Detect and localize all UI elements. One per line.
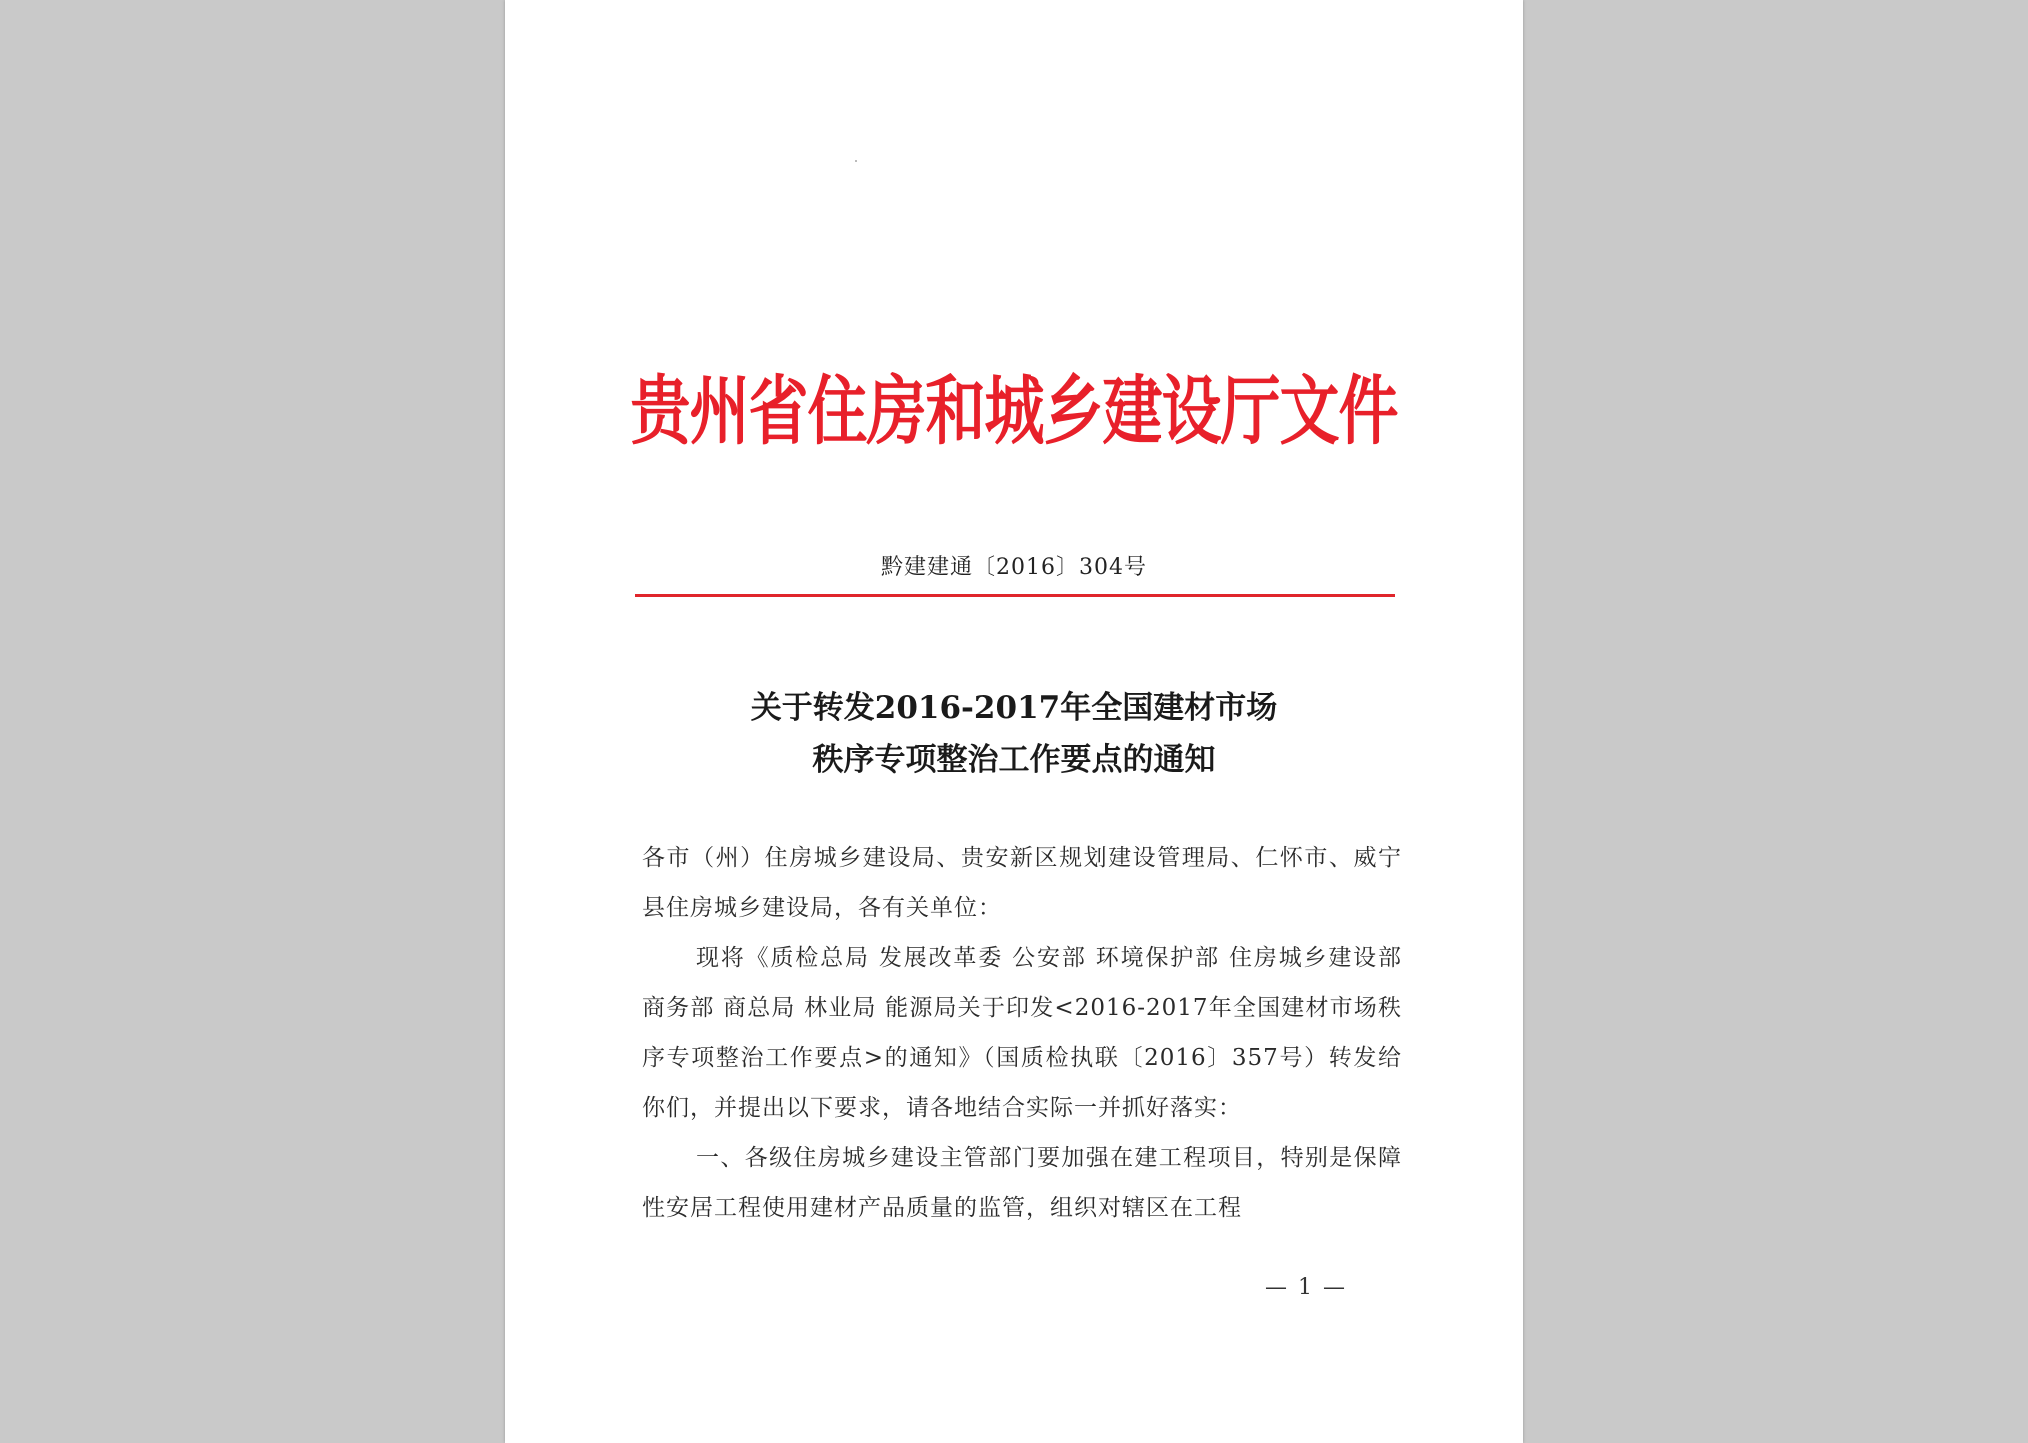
- body-paragraph-1: 现将《质检总局 发展改革委 公安部 环境保护部 住房城乡建设部 商务部 商总局 林业局 能源局关于印发<2016-2017年全国建材市场秩序专项整治工作要点>的通知》（国质检执联〔2016〕357号）转发给你们，并提出以下要求，请各地结合实际一并抓好落实：: [642, 945, 1402, 1121]
- salutation-paragraph: 各市（州）住房城乡建设局、贵安新区规划建设管理局、仁怀市、威宁县住房城乡建设局，各有关单位：: [642, 845, 1402, 921]
- issuer-header-title: 贵州省住房和城乡建设厅文件: [630, 368, 1398, 456]
- body-paragraph-2: 一、各级住房城乡建设主管部门要加强在建工程项目，特别是保障性安居工程使用建材产品质量的监管，组织对辖区在工程: [642, 1145, 1402, 1221]
- scan-speck: [855, 160, 857, 162]
- document-page: [505, 0, 1523, 1443]
- document-subject: [505, 682, 1523, 786]
- red-separator-line: [635, 594, 1395, 597]
- document-number: 黔建建通〔2016〕304号: [881, 555, 1147, 580]
- subject-line-1: 关于转发2016-2017年全国建材市场: [750, 690, 1278, 726]
- document-body: [642, 833, 1402, 1233]
- subject-line-2: 秩序专项整治工作要点的通知: [812, 742, 1216, 778]
- page-number: — 1 —: [1265, 1275, 1347, 1300]
